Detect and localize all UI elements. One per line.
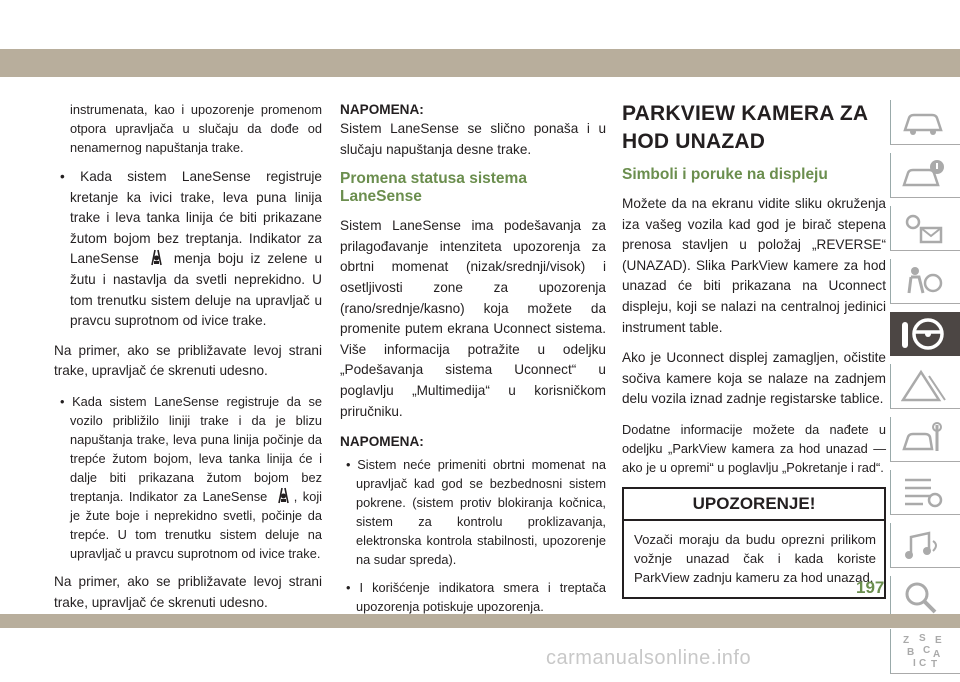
bullet-lanesense-yellow — [54, 167, 322, 332]
lanesense-icon — [276, 487, 291, 504]
chapter-title: PARKVIEW KAMERA ZA HOD UNAZAD — [622, 102, 868, 153]
note-label: NAPOMENA: — [340, 102, 424, 117]
car-key-icon — [901, 104, 947, 140]
note-text: Sistem LaneSense se slično ponaša i u slučaju napuštanja desne trake. — [340, 121, 606, 157]
svg-text:I: I — [913, 658, 916, 669]
steering-wheel-icon — [900, 316, 946, 352]
svg-text:C: C — [919, 658, 927, 669]
chapter-tabs — [890, 100, 960, 682]
tab-vehicle-info[interactable] — [890, 153, 960, 198]
svg-text:T: T — [931, 659, 938, 669]
bullet-lanesense-flashing — [54, 392, 322, 563]
svg-text:B: B — [907, 647, 915, 658]
svg-text:Z: Z — [903, 635, 910, 646]
index-icon — [901, 633, 947, 669]
bullet-text-end: menja boju iz zelene u žutu i nastavlja da svetli neprekidno. U tom trenutku sistem deluje na upravljač u pravcu suprotnom od ivice trake. — [70, 251, 323, 329]
bullet-text-start: • Kada sistem LaneSense registruje da se vozilo približilo liniji trake i da je blizu napuštanja trake, leva puna linija počinje da trepće žutom bojom, leva tanka linija će i dalje biti prikazana žutom bojom bez treptanja. Indikator za LaneSense — [60, 393, 322, 504]
example-paragraph-2: Na primer, ako se približavate levoj strani trake, upravljač će skrenuti udesno. — [54, 573, 322, 610]
search-icon — [901, 580, 947, 616]
warning-box — [622, 487, 886, 599]
tab-safety[interactable] — [890, 259, 960, 304]
column-right — [622, 100, 886, 599]
specifications-icon — [901, 474, 947, 510]
tab-servicing[interactable] — [890, 417, 960, 462]
warning-lights-icon — [901, 210, 947, 246]
svg-text:E: E — [935, 635, 942, 646]
warning-text: Vozači moraju da budu oprezni prilikom vožnje unazad čak i kada koriste ParkView zadnju kameru za hod unazad. — [634, 531, 876, 585]
column-left — [54, 100, 322, 613]
lanesense-icon — [149, 249, 164, 266]
bullet-text-start: • Kada sistem LaneSense registruje kretanje ka ivici trake, leva puna linija trake i leva tanka linija će biti prikazane žutom bojom bez treptanja. Indikator za LaneSense — [60, 169, 322, 267]
page-number: 197 — [856, 578, 885, 597]
tab-instrument-panel[interactable] — [890, 206, 960, 251]
tab-index[interactable] — [890, 629, 960, 674]
tab-multimedia[interactable] — [890, 523, 960, 568]
camera-paragraph-2: Ako je Uconnect displej zamagljen, očistite sočiva kamere koja se nalaze na zadnjem delu vozila iznad zadnje registarske tablice. — [622, 350, 886, 407]
svg-text:C: C — [923, 645, 931, 656]
tab-technical-specifications[interactable] — [890, 470, 960, 515]
column-middle — [340, 100, 606, 625]
svg-text:A: A — [933, 649, 941, 660]
airbag-icon — [901, 263, 947, 299]
car-info-icon — [901, 157, 947, 193]
section-heading-lanesense-status: Promena statusa sistema LaneSense — [340, 170, 527, 206]
top-band — [0, 49, 960, 77]
tab-emergency[interactable] — [890, 364, 960, 409]
multimedia-icon — [901, 527, 947, 563]
camera-paragraph-1: Možete da na ekranu vidite sliku okruženja iza vašeg vozila kad god je birač stepena prenosa stavljen u položaj „REVERSE“ (UNAZAD). Slika ParkView kamere za hod unazad će biti prikazana na Uconnect displeju, koji se nalazi na centralnoj jedinici instrument table. — [622, 196, 886, 335]
camera-paragraph-3: Dodatne informacije možete da nađete u odeljku „ParkView kamera za hod unazad — ako je u opremi“ u poglavlju „Pokretanje i rad“. — [622, 421, 886, 475]
settings-paragraph: Sistem LaneSense ima podešavanja za prilagođavanje intenziteta upozorenja za obrtni momenat (nizak/srednji/visok) i osetljivosti zone za upozorenja (rano/srednje/kasno) koja možete da promenite putem ekrana Uconnect sistema. Više informacija potražite u odeljku „Podešavanja sistema Uconnect“ u poglavlju „Multimedija“ u korisničkom priručniku. — [340, 218, 606, 419]
bullet-text-end: , koji je žute boje i neprekidno svetli, počinje da trepće. U tom trenutku sistem deluje na upravljač u pravcu suprotnom od ivice trake. — [70, 488, 323, 561]
note-label: NAPOMENA: — [340, 434, 424, 450]
paragraph-continuation: instrumenata, kao i upozorenje promenom otpora upravljača u slučaju da dođe od nenamernog napuštanja trake. — [70, 102, 322, 155]
section-heading-symbols: Simboli i poruke na displeju — [622, 166, 828, 183]
example-paragraph-1: Na primer, ako se približavate levoj strani trake, upravljač će skrenuti udesno. — [54, 342, 322, 379]
tab-starting-and-operating[interactable] — [890, 312, 960, 356]
warning-title: UPOZORENJE! — [624, 489, 884, 521]
wrench-car-icon — [901, 421, 947, 457]
watermark: carmanualsonline.info — [546, 647, 752, 669]
emergency-triangle-icon — [901, 368, 947, 404]
bullet-torque: • Sistem neće primeniti obrtni momenat na upravljač kad god se bezbednosni sistem pokrene. (sistem protiv blokiranja kočnica, sistem za kontrolu proklizavanja, elektronska kontrola stabilnosti, upozorenje na sudar spreda). — [346, 457, 606, 568]
bottom-band — [0, 614, 960, 628]
svg-text:S: S — [919, 633, 926, 644]
tab-getting-to-know[interactable] — [890, 100, 960, 145]
bullet-turn-signal: • I korišćenje indikatora smera i treptača upozorenja potiskuje upozorenja. — [346, 580, 606, 615]
